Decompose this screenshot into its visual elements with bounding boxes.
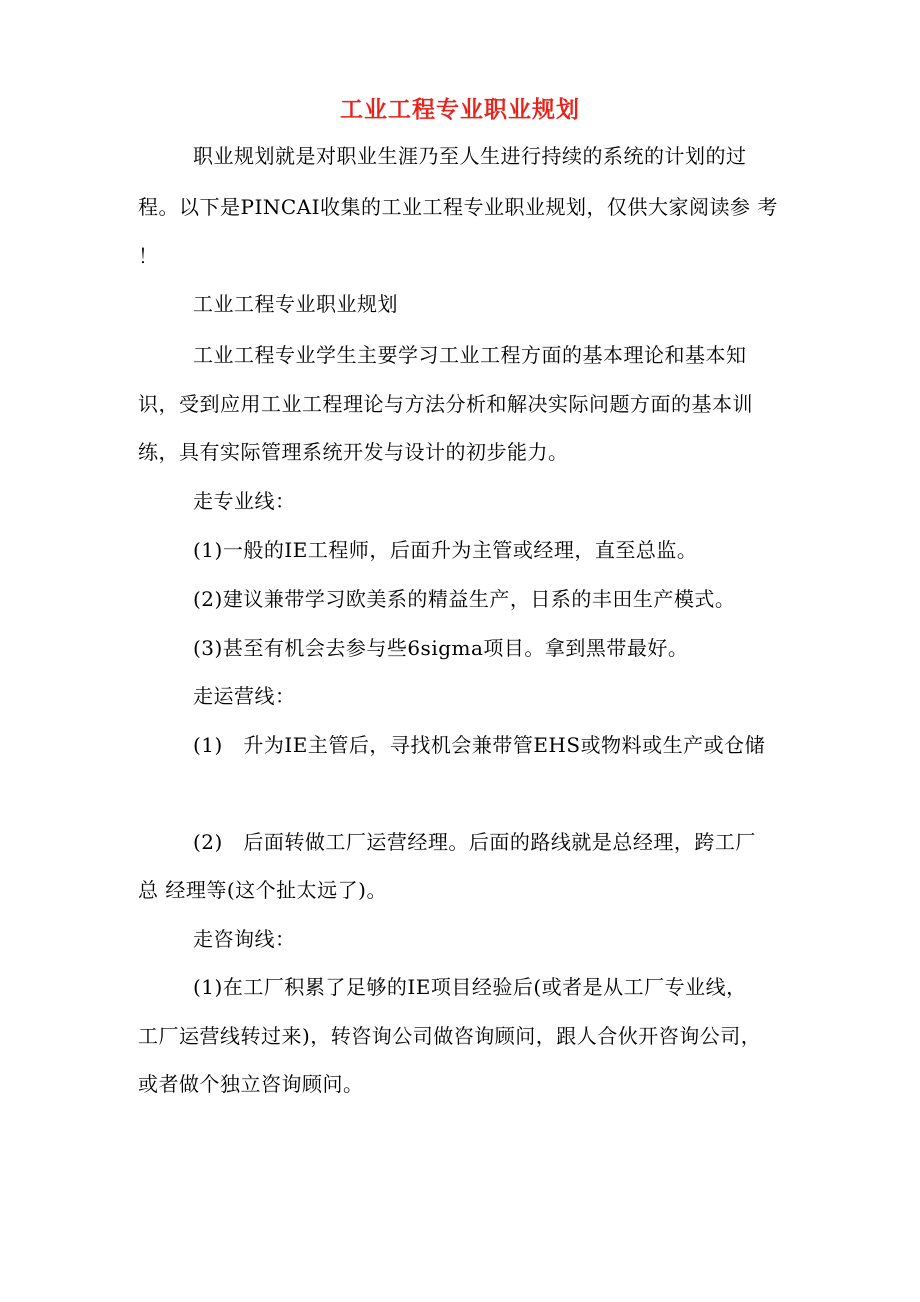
list-item-continuation: 工厂运营线转过来)，转咨询公司做咨询顾问，跟人合伙开咨询公司， — [138, 1024, 762, 1048]
list-item-continuation: 总 经理等(这个扯太远了)。 — [138, 878, 387, 902]
paragraph-line: 职业规划就是对职业生涯乃至人生进行持续的系统的计划的过 — [193, 144, 747, 168]
list-item-continuation: 或者做个独立咨询顾问。 — [138, 1072, 364, 1096]
list-item: (3)甚至有机会去参与些6sigma项目。拿到黑带最好。 — [193, 636, 689, 660]
section-heading: 走运营线： — [193, 684, 296, 708]
list-item: (1)在工厂积累了足够的IE项目经验后(或者是从工厂专业线， — [193, 975, 747, 999]
list-item: (2) 后面转做工厂运营经理。后面的路线就是总经理，跨工厂 — [193, 830, 756, 854]
paragraph-line: 识，受到应用工业工程理论与方法分析和解决实际问题方面的基本训 — [138, 392, 753, 416]
document-title: 工业工程专业职业规划 — [340, 96, 580, 123]
section-heading: 走咨询线： — [193, 927, 296, 951]
list-item: (1) 升为IE主管后，寻找机会兼带管EHS或物料或生产或仓储 — [193, 733, 766, 757]
section-heading: 走专业线： — [193, 489, 296, 513]
paragraph-line: ！ — [138, 244, 159, 268]
section-heading: 工业工程专业职业规划 — [193, 292, 398, 316]
paragraph-line: 练，具有实际管理系统开发与设计的初步能力。 — [138, 440, 569, 464]
list-item: (2)建议兼带学习欧美系的精益生产，日系的丰田生产模式。 — [193, 587, 736, 611]
list-item: (1)一般的IE工程师，后面升为主管或经理，直至总监。 — [193, 538, 698, 562]
paragraph-line: 工业工程专业学生主要学习工业工程方面的基本理论和基本知 — [193, 343, 747, 367]
paragraph-line: 程。以下是PINCAI收集的工业工程专业职业规划，仅供大家阅读参 考 — [138, 195, 778, 219]
